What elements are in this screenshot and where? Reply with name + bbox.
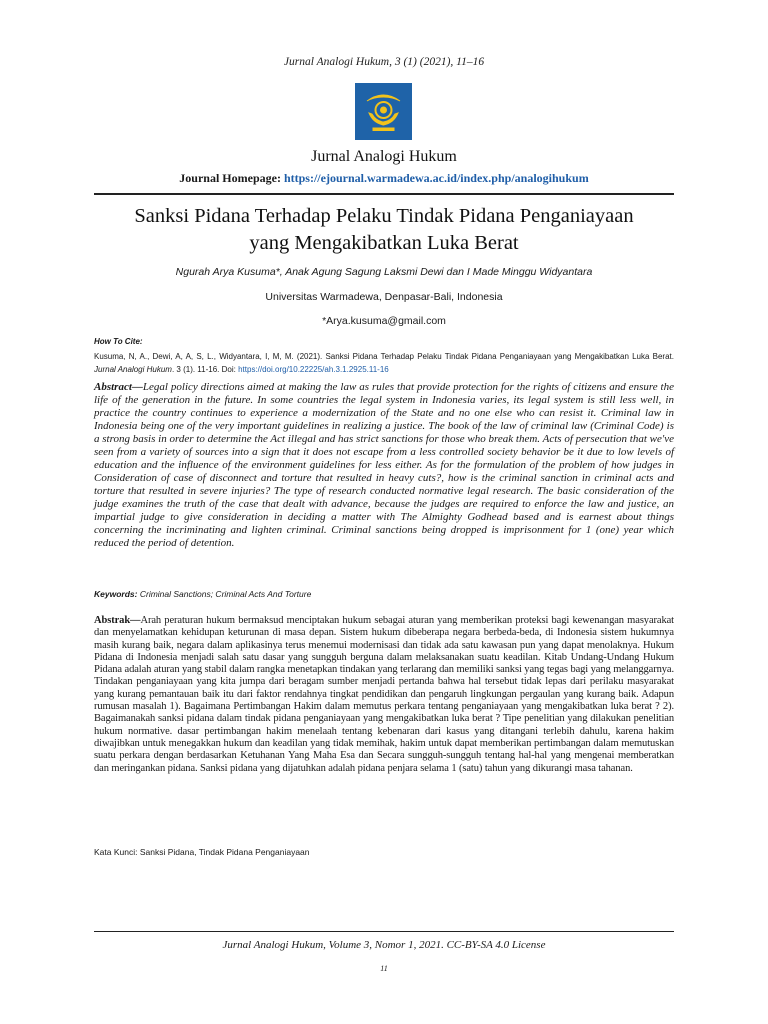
abstract-english	[94, 381, 674, 550]
citation-authors-title: Kusuma, N, A., Dewi, A, A, S, L., Widyantara, I, M, M. (2021). Sanksi Pidana Terhadap Pelaku Tindak Pidana Penganiayaan yang Mengakibatkan Luka Berat.	[94, 352, 674, 361]
citation-doi-link[interactable]: https://doi.org/10.22225/ah.3.1.2925.11-16	[238, 365, 389, 374]
kata-kunci-value: Sanksi Pidana, Tindak Pidana Penganiayaan	[139, 847, 310, 857]
abstract-text: Legal policy directions aimed at making the law as rules that provide protection for the rights of citizens and ensure the life of the generation in the future. In some countries the legal system in Indonesia varies, its legal system is still less well, in practice the country continues to experience a modernization of the State and no one else who can resist it. Criminal law in Indonesia being one of the very important guidelines in realizing a justice. The book of the law of criminal law (Criminal Code) is a strong basis in order to determine the Act illegal and has strict sanctions for those who break them. Acts of persecution that we've seen from a variety of sources into a sign that it does not escape from a less controlled society behavior be it due to low levels of education and the influence of the environment guidelines for less either. As for the formulation of the problem of how judges in Consideration of case of disconnect and torture that resulted in heavy cuts?, how is the criminal sanction in criminal acts and torture that resulted in severe injuries? The type of research conducted normative legal research. The basic consideration of the judge examines the truth of the case that dealt with advance, because the judges are required to enforce the law and justice, an impartial judge to give consideration in deciding a matter with The Almighty Godhead based and is earnest about things concerning the incriminating and lighten criminal. Criminal sanctions being dropped is imprisonment for 1 (one) year which reduced the period of detention.	[94, 381, 674, 549]
title-line-1: Sanksi Pidana Terhadap Pelaku Tindak Pidana Penganiayaan	[134, 205, 634, 227]
abstract-label: Abstract—	[94, 381, 143, 393]
citation-text	[94, 350, 674, 376]
author-list: Ngurah Arya Kusuma*, Anak Agung Sagung Laksmi Dewi dan I Made Minggu Widyantara	[175, 266, 593, 278]
keywords-label: Keywords:	[94, 589, 138, 599]
article-title	[84, 203, 684, 257]
footer-license: Jurnal Analogi Hukum, Volume 3, Nomor 1, 2021. CC-BY-SA 4.0 License	[222, 939, 546, 951]
homepage-label: Journal Homepage:	[179, 171, 281, 185]
header-divider	[94, 193, 674, 195]
keywords-indonesian	[94, 847, 310, 857]
affiliation: Universitas Warmadewa, Denpasar-Bali, Indonesia	[265, 291, 503, 303]
homepage-link[interactable]: https://ejournal.warmadewa.ac.id/index.php/analogihukum	[283, 171, 589, 185]
journal-homepage-line	[0, 171, 768, 186]
university-emblem-icon	[355, 83, 412, 140]
corresponding-email: *Arya.kusuma@gmail.com	[322, 315, 446, 327]
keywords-english	[94, 589, 311, 599]
running-head: Jurnal Analogi Hukum, 3 (1) (2021), 11–16	[283, 56, 485, 68]
kata-kunci-label: Kata Kunci:	[94, 847, 138, 857]
footer-divider	[94, 931, 674, 932]
keywords-value: Criminal Sanctions; Criminal Acts And Torture	[139, 589, 312, 599]
abstrak-label: Abstrak—	[94, 615, 141, 626]
citation-volume: . 3 (1). 11-16. Doi:	[171, 365, 236, 374]
page-number: 11	[380, 964, 388, 973]
abstract-indonesian	[94, 615, 674, 775]
citation-journal: Jurnal Analogi Hukum	[94, 365, 172, 374]
title-line-2: yang Mengakibatkan Luka Berat	[249, 232, 519, 254]
how-to-cite-label: How To Cite:	[94, 337, 143, 346]
journal-logo	[355, 83, 412, 140]
journal-name: Jurnal Analogi Hukum	[311, 148, 457, 165]
abstrak-text: Arah peraturan hukum bermaksud menciptakan hukum sebagai aturan yang memberikan proteksi bagi kewenangan masyarakat dan menyelamatkan kehidupan keturunan di masa depan. Sistem hukum dibeberapa negara berbeda-beda, di Indonesia sistem hukumnya masih kurang baik, negara dalam aplikasinya terus menemui modernisasi dan tidak ada satu kawasan pun yang dapat menolaknya. Hukum Pidana di Indonesia menjadi salah satu dasar yang sungguh berguna dalam melaksanakan suatu keadilan. Kitab Undang-Undang Hukum Pidana adalah aturan yang stabil dalam rangka menetapkan tindakan yang terlarang dan memiliki sanksi yang tegas bagi yang melanggarnya. Tindakan penganiayaan yang kita jumpa dari beragam sumber menjadi pertanda bahwa hal tersebut tidak lepas dari perilaku masyarakat yang kurang pemantauan baik itu dari faktor rendahnya tingkat pendidikan dan pengaruh lingkungan pergaulan yang kurang baik. Adapun rumusan masalah 1). Bagaimana Pertimbangan Hakim dalam memutus perkara tentang penganiayaan yang mengakibatkan luka berat ? 2). Bagaimanakah sanksi pidana dalam tindak pidana penganiayaan yang mengakibatkan luka berat ? Tipe penelitian yang dilakukan penelitian hukum normative. dasar pertimbangan hakim menelaah tentang kebenaran dari kasus yang ditangani terlebih dahulu, karena hakim diwajibkan untuk menegakkan hukum dan keadilan yang tidak memihak, hakim untuk dapat memberikan pertimbangan dalam memutuskan suatu perkara dengan berdasarkan Ketuhanan Yang Maha Esa dan Secara sungguh-sungguh tentang hal-hal yang mengenai memberatkan dan meringankan pidana. Sanksi pidana yang dijatuhkan adalah pidana penjara selama 1 (satu) tahun yang dikurangi masa tahanan.	[94, 615, 674, 774]
